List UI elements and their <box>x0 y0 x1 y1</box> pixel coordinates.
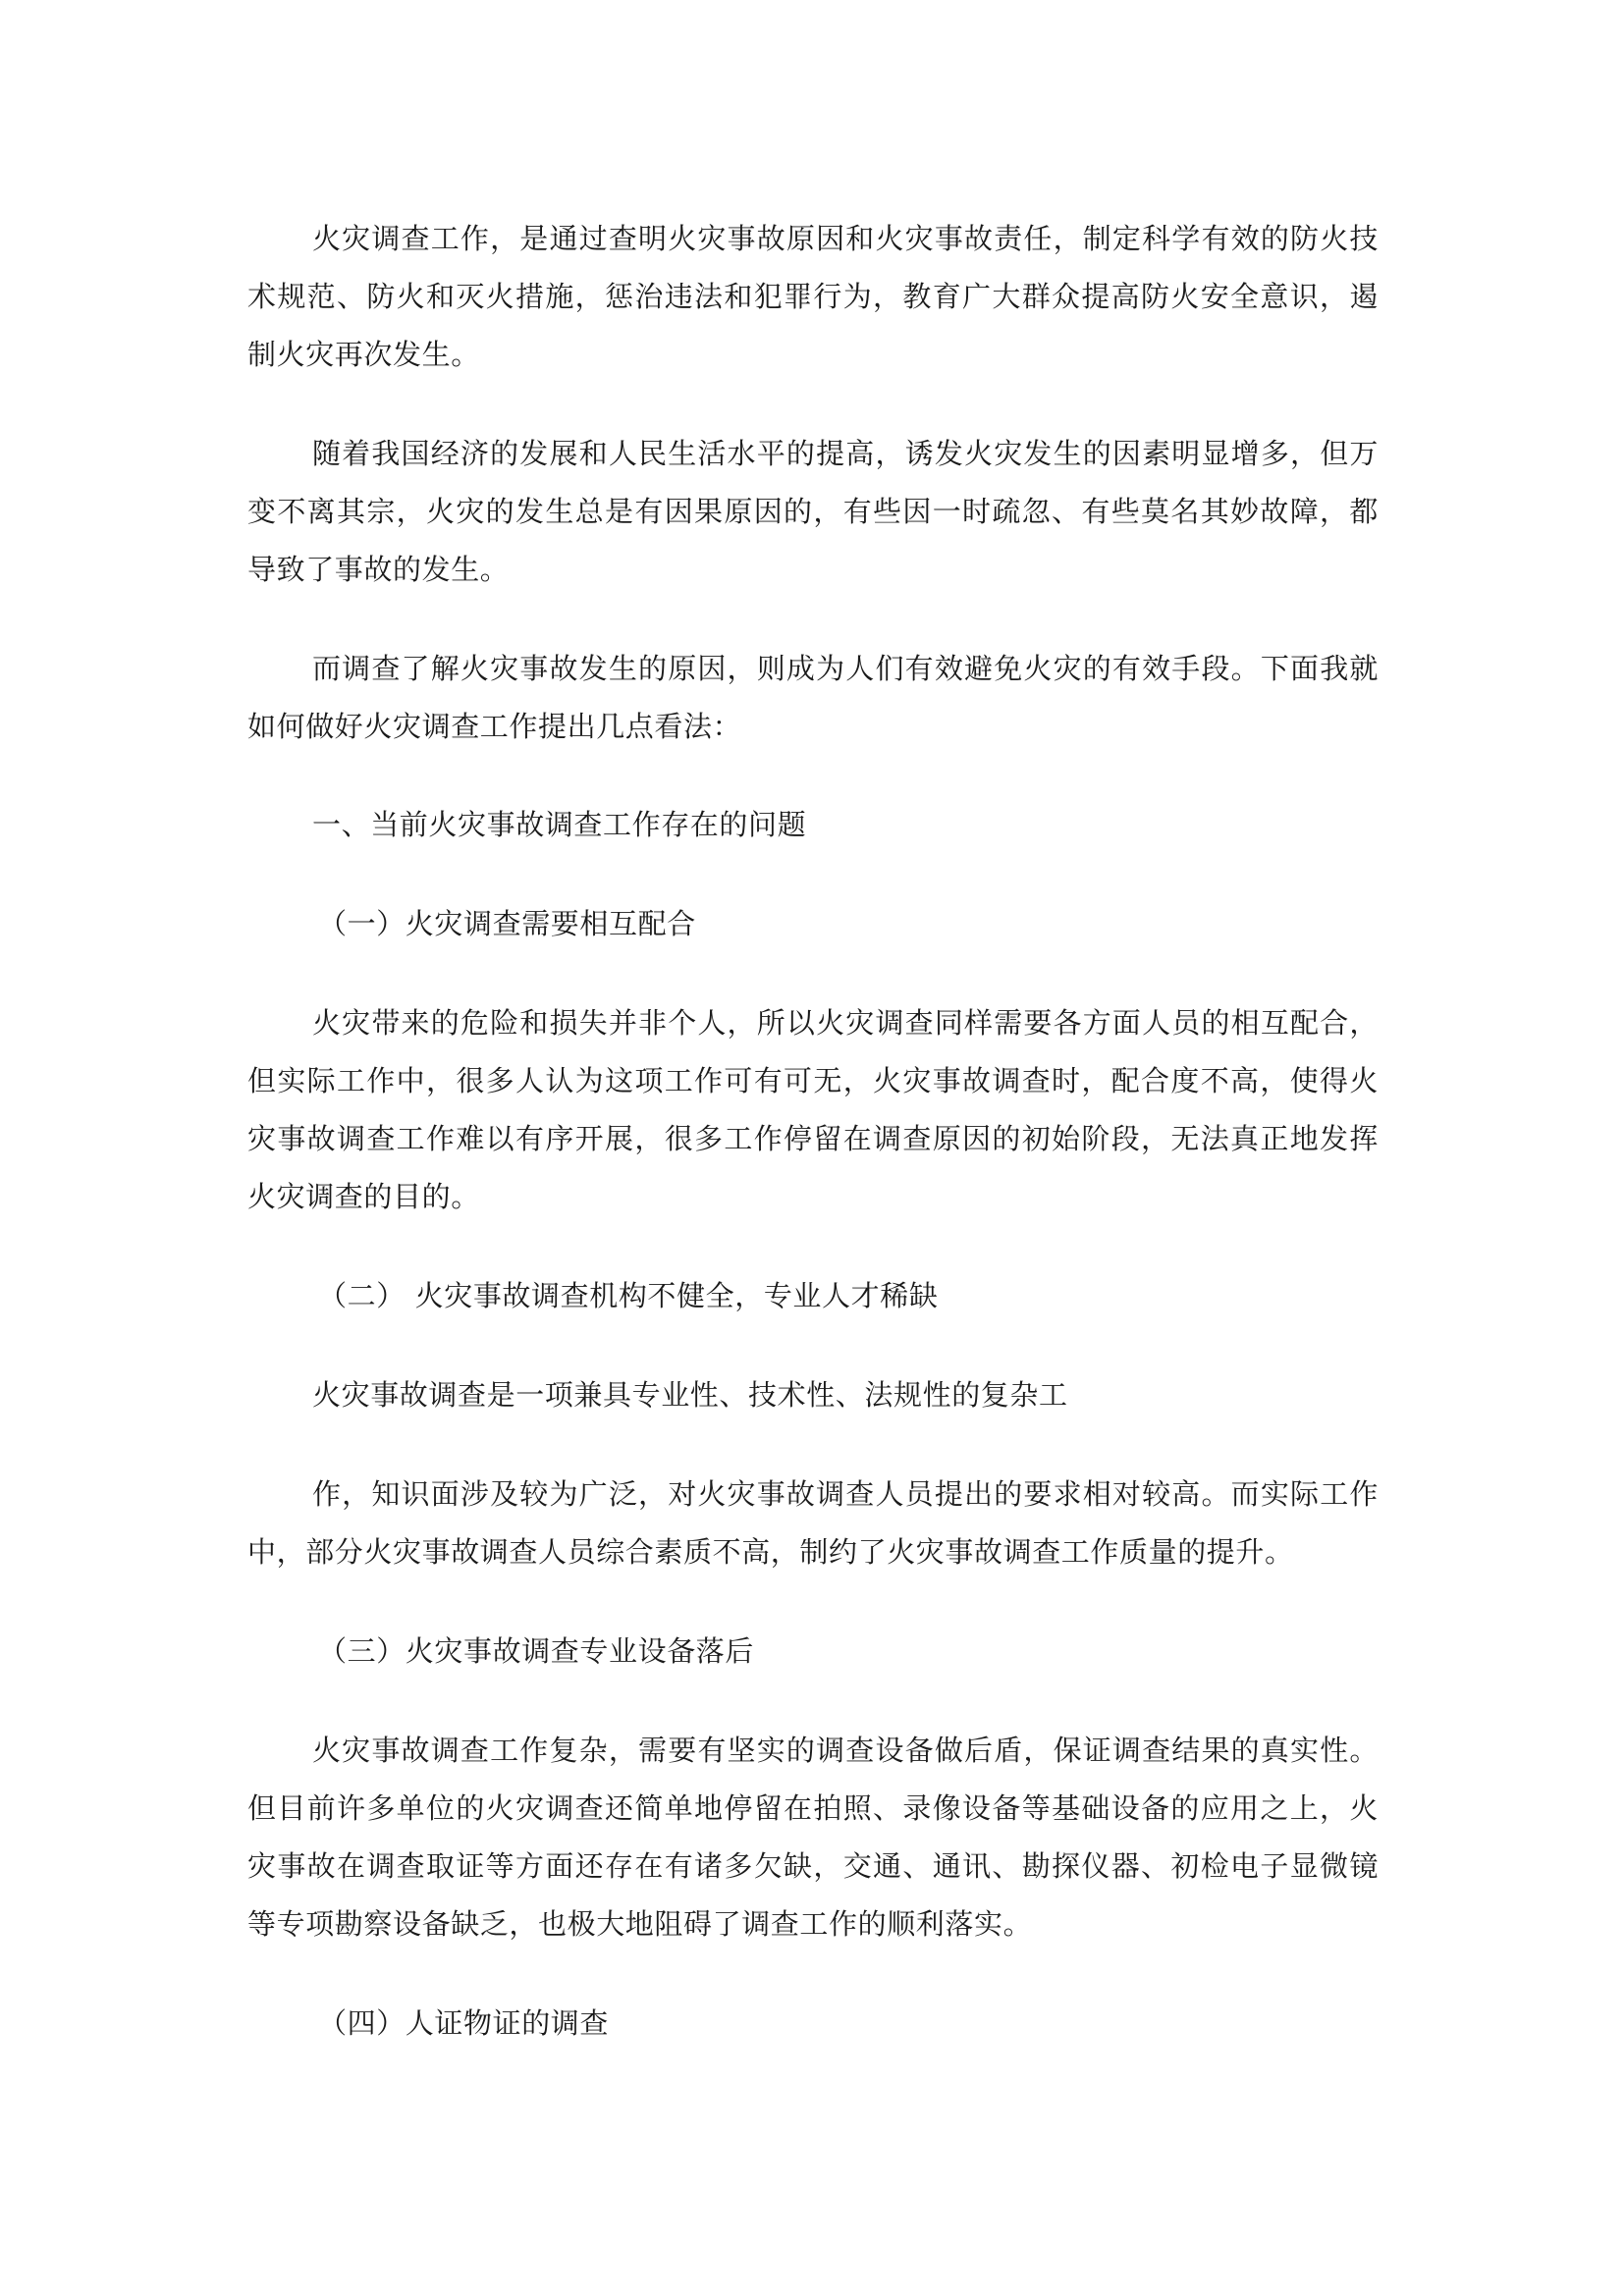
subsection-heading-evidence: （四）人证物证的调查 <box>318 2006 610 2040</box>
subsection-heading-institutions: （二） 火灾事故调查机构不健全，专业人才稀缺 <box>318 1279 939 1312</box>
paragraph-institutions-part1: 火灾事故调查是一项兼具专业性、技术性、法规性的复杂工 <box>312 1378 1068 1412</box>
subsection-heading-cooperation: （一）火灾调查需要相互配合 <box>318 907 696 940</box>
paragraph-institutions-part2: 作，知识面涉及较为广泛，对火灾事故调查人员提出的要求相对较高。而实际工作中，部分火灾事故调查人员综合素质不高，制约了火灾事故调查工作质量的提升。 <box>247 1477 1379 1569</box>
paragraph-background: 随着我国经济的发展和人民生活水平的提高，诱发火灾发生的因素明显增多，但万变不离其宗，火灾的发生总是有因果原因的，有些因一时疏忽、有些莫名其妙故障，都导致了事故的发生。 <box>247 437 1379 586</box>
paragraph-purpose: 而调查了解火灾事故发生的原因，则成为人们有效避免火灾的有效手段。下面我就如何做好火灾调查工作提出几点看法： <box>247 652 1379 743</box>
paragraph-intro: 火灾调查工作，是通过查明火灾事故原因和火灾事故责任，制定科学有效的防火技术规范、防火和灭火措施，惩治违法和犯罪行为，教育广大群众提高防火安全意识，遏制火灾再次发生。 <box>247 222 1379 371</box>
section-heading-problems: 一、当前火灾事故调查工作存在的问题 <box>312 808 807 841</box>
paragraph-equipment: 火灾事故调查工作复杂，需要有坚实的调查设备做后盾，保证调查结果的真实性。但目前许多单位的火灾调查还简单地停留在拍照、录像设备等基础设备的应用之上，火灾事故在调查取证等方面还存在有诸多欠缺，交通、通讯、勘探仪器、初检电子显微镜等专项勘察设备缺乏，也极大地阻碍了调查工作的顺利落实。 <box>247 1734 1379 1941</box>
subsection-heading-equipment: （三）火灾事故调查专业设备落后 <box>318 1634 755 1668</box>
paragraph-cooperation: 火灾带来的危险和损失并非个人，所以火灾调查同样需要各方面人员的相互配合，但实际工作中，很多人认为这项工作可有可无，火灾事故调查时，配合度不高，使得火灾事故调查工作难以有序开展，很多工作停留在调查原因的初始阶段，无法真正地发挥火灾调查的目的。 <box>247 1006 1379 1213</box>
